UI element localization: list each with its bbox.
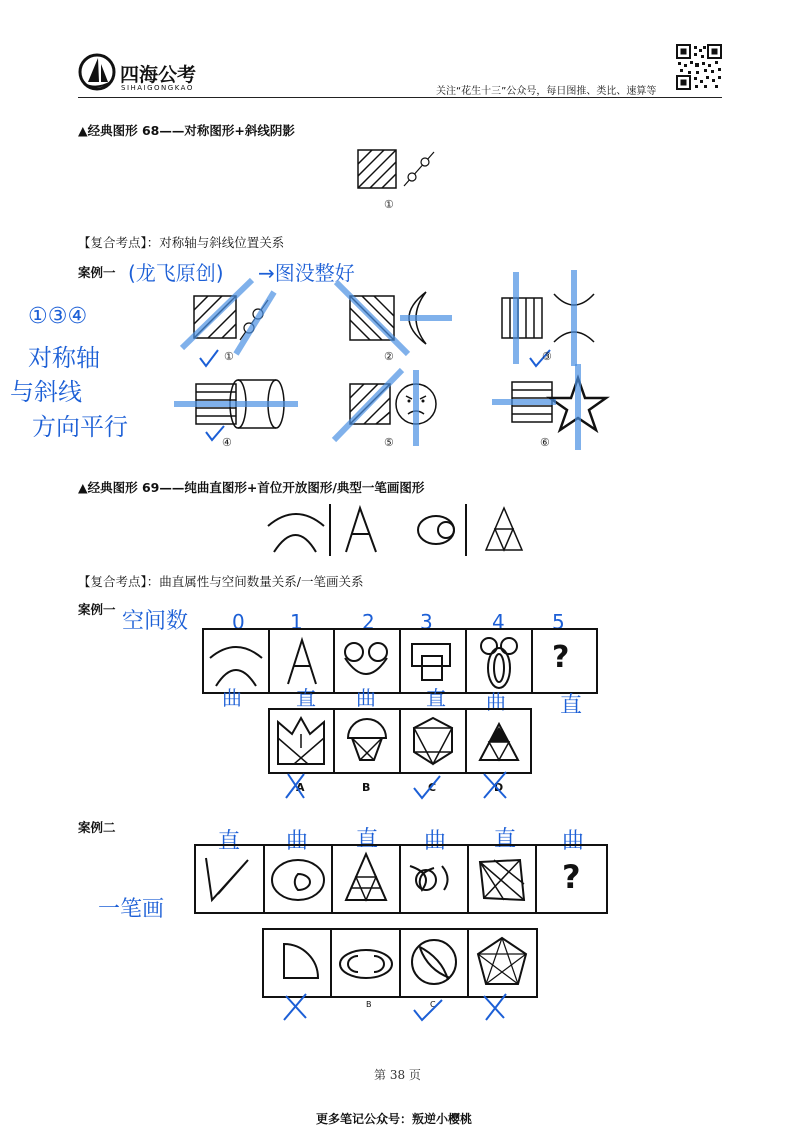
case2-hand-mark-3: 直	[356, 827, 379, 852]
case1-68-label-1: ①	[224, 350, 234, 363]
case2-option-c: C	[430, 1000, 436, 1009]
handwritten-arrow-note: →图没整好	[258, 261, 355, 285]
case1-option-c: C	[428, 781, 437, 794]
case1-68-label-6: ⑥	[540, 436, 550, 449]
handwritten-side-note-1: ①③④	[28, 304, 88, 329]
footer-note: 更多笔记公众号：叛逆小樱桃	[316, 1112, 473, 1126]
kaodian-text: ：对称轴与斜线位置关系	[146, 235, 285, 250]
kaodian-label: 【复合考点】	[78, 574, 147, 589]
case1-69-options-row	[268, 708, 532, 774]
space-number-1: 1	[290, 610, 303, 634]
case2-hand-mark-1: 直	[218, 829, 241, 854]
page-number: 第 38 页	[374, 1068, 421, 1082]
case1-hand-mark-4: 直	[426, 686, 446, 710]
header-divider	[78, 97, 722, 98]
case-1-label-68: 案例一	[78, 265, 116, 280]
header-slogan: 关注“花生十三”公众号，每日图推、类比、速算等	[436, 86, 657, 97]
case1-hand-mark-5: 曲	[486, 690, 506, 714]
example-figure-69	[264, 500, 534, 560]
case1-68-label-3: ③	[542, 350, 552, 363]
handwritten-case-note: (龙飞原创)	[128, 261, 224, 285]
case2-69-question-row	[194, 844, 608, 914]
case1-option-a: A	[296, 781, 305, 794]
case2-hand-mark-5: 直	[494, 827, 517, 852]
handwritten-yibihua: 一笔画	[98, 897, 165, 922]
case1-68-label-4: ④	[222, 436, 232, 449]
space-number-4: 4	[492, 610, 505, 634]
case1-hand-mark-1: 曲	[222, 686, 242, 710]
case2-option-b: B	[366, 1000, 372, 1009]
logo-name: 四海公考	[120, 64, 197, 86]
space-number-2: 2	[362, 610, 375, 634]
handwritten-side-note-4: 方向平行	[32, 413, 128, 441]
case-1-label-69: 案例一	[78, 602, 116, 617]
case1-68-figure-6	[490, 362, 610, 452]
case2-hand-mark-2: 曲	[286, 829, 309, 854]
example-figure-68	[356, 148, 442, 190]
case2-hand-mark-4: 曲	[424, 829, 447, 854]
logo-subtitle: SIHAIGONGKAO	[121, 84, 194, 92]
handwritten-side-note-2: 对称轴	[28, 344, 100, 372]
logo-icon	[78, 52, 116, 92]
case1-68-figure-2	[334, 278, 454, 358]
kaodian-68	[78, 233, 284, 251]
section-69-title: ▲经典图形 69——纯曲直图形+首位开放图形/典型一笔画图形	[78, 480, 425, 495]
case1-68-label-2: ②	[384, 350, 394, 363]
case1-hand-mark-6: 直	[560, 693, 583, 718]
example-figure-label: ①	[384, 198, 394, 211]
space-number-3: 3	[420, 610, 433, 634]
case1-option-marks	[280, 768, 520, 804]
case1-68-label-5: ⑤	[384, 436, 394, 449]
space-number-0: 0	[232, 610, 245, 634]
case2-69-question-mark: ?	[562, 858, 581, 896]
kaodian-text: ：曲直属性与空间数量关系/一笔画关系	[146, 574, 364, 589]
case2-69-options-row	[262, 928, 538, 998]
kaodian-69	[78, 572, 363, 590]
case1-hand-mark-3: 曲	[356, 686, 376, 710]
case2-option-marks	[280, 990, 520, 1026]
case-2-label-69: 案例二	[78, 820, 116, 835]
case1-69-question-row	[202, 628, 598, 694]
section-68-title: ▲经典图形 68——对称图形+斜线阴影	[78, 123, 295, 138]
case1-68-figure-4	[172, 370, 302, 450]
space-number-5: 5	[552, 610, 565, 634]
handwritten-space-count: 空间数	[122, 609, 189, 634]
case1-hand-mark-2: 直	[296, 686, 316, 710]
case1-option-d: D	[494, 781, 504, 794]
case1-option-b: B	[362, 781, 371, 794]
qr-code-icon	[676, 44, 722, 90]
case1-69-question-mark: ?	[552, 640, 570, 675]
case2-hand-mark-6: 曲	[562, 829, 585, 854]
kaodian-label: 【复合考点】	[78, 235, 147, 250]
handwritten-side-note-3: 与斜线	[10, 378, 82, 406]
